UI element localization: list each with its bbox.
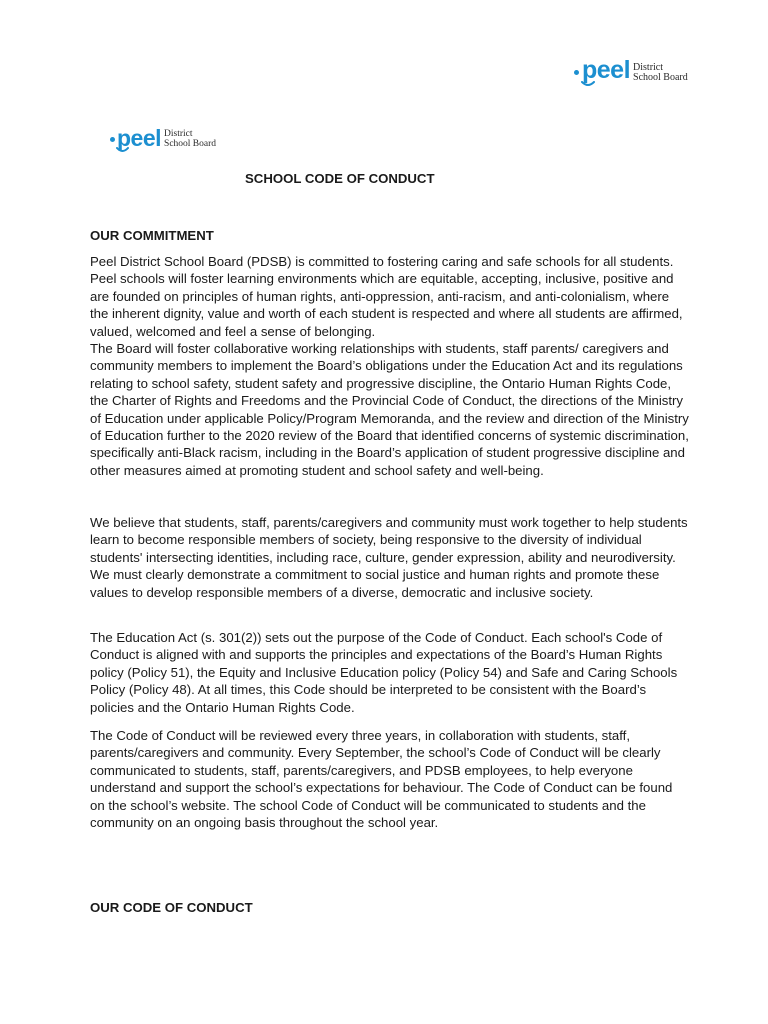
- logo-dot-icon: [574, 70, 579, 75]
- paragraph: The Board will foster collaborative working relationships with students, staff parents/ caregivers and community members to implement the Board’s obligations under the Education Act and its regulations relating to school safety, student safety and progressive discipline, the Ontario Human Rights Code, the Charter of Rights and Freedoms and the Provincial Code of Conduct, the directions of the Ministry of Education under applicable Policy/Program Memoranda, and the review and direction of the Ministry of Education further to the 2020 review of the Board that identified concerns of systemic discrimination, specifically anti-Black racism, including in the Board’s application of student progressive discipline and other measures aimed at promoting student and school safety and well-being.: [90, 341, 689, 478]
- education-act-body: [90, 629, 690, 716]
- logo-smile-icon: [116, 147, 129, 153]
- logo-wordmark: peel: [574, 56, 630, 84]
- paragraph: We believe that students, staff, parents/caregivers and community must work together to help students learn to become responsible members of society, being responsive to the diversity of individual students' intersecting identities, including race, culture, gender expression, ability and neurodiversity. We must clearly demonstrate a commitment to social justice and human rights and promote these values to develop responsible members of a diverse, democratic and inclusive society.: [90, 515, 688, 600]
- peel-logo-header: [574, 56, 688, 84]
- beliefs-body: [90, 514, 690, 601]
- logo-smile-icon: [581, 81, 595, 87]
- document-title: SCHOOL CODE OF CONDUCT: [245, 171, 435, 186]
- review-body: [90, 727, 690, 831]
- logo-wordmark: peel: [110, 125, 161, 151]
- commitment-body: [90, 253, 690, 479]
- logo-org-name: District School Board: [164, 129, 217, 149]
- logo-dot-icon: [110, 137, 115, 142]
- peel-logo-document: [110, 125, 216, 151]
- paragraph: The Code of Conduct will be reviewed every three years, in collaboration with students, staff, parents/caregivers and community. Every September, the school’s Code of Conduct will be clearly communicated to students, staff, parents/caregivers, and PDSB employees, to help everyone understand and support the school’s expectations for behaviour. The Code of Conduct can be found on the school’s website. The school Code of Conduct will be communicated to students and the community on an ongoing basis throughout the school year.: [90, 728, 673, 831]
- paragraph: Peel District School Board (PDSB) is committed to fostering caring and safe schools for all students. Peel schools will foster learning environments which are equitable, accepting, inclusive, positive and are founded on principles of human rights, anti-oppression, anti-racism, and anti-colonialism, where the inherent dignity, value and worth of each student is respected and where all students are affirmed, valued, welcomed and feel a sense of belonging.: [90, 254, 683, 339]
- paragraph: The Education Act (s. 301(2)) sets out the purpose of the Code of Conduct. Each school's Code of Conduct is aligned with and supports the principles and expectations of the Board’s Human Rights policy (Policy 51), the Equity and Inclusive Education policy (Policy 54) and Safe and Caring Schools Policy (Policy 48). At all times, this Code should be interpreted to be consistent with the Board’s policies and the Ontario Human Rights Code.: [90, 630, 678, 715]
- section-heading-commitment: OUR COMMITMENT: [90, 228, 214, 243]
- logo-org-name: District School Board: [633, 62, 688, 83]
- section-heading-code-of-conduct: OUR CODE OF CONDUCT: [90, 900, 253, 915]
